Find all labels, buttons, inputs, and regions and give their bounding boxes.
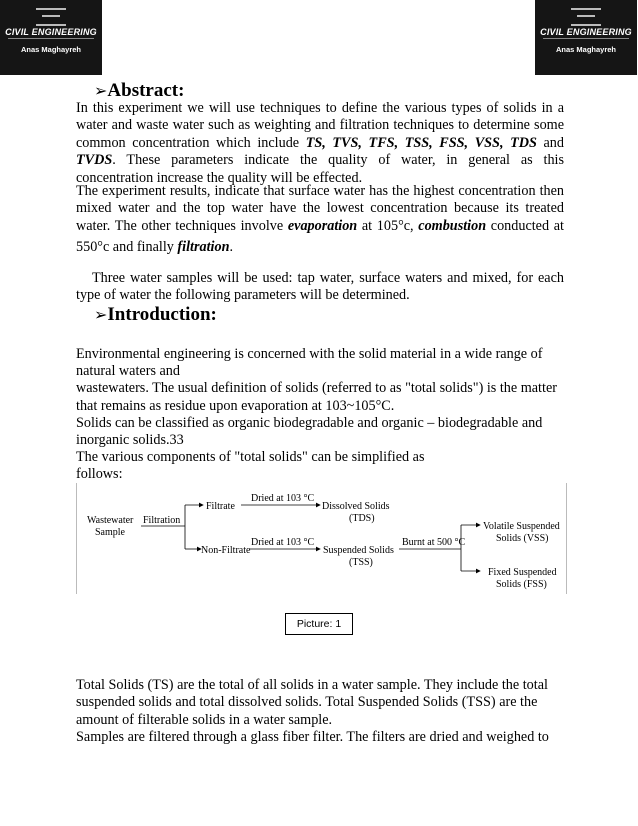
solids-flow-diagram bbox=[76, 483, 567, 594]
total-solids-paragraph bbox=[76, 677, 564, 747]
label-filtrate: Filtrate bbox=[206, 501, 235, 512]
abstract-heading-text: Abstract: bbox=[107, 80, 185, 101]
civil-engineering-logo-left bbox=[0, 0, 102, 75]
logo-divider bbox=[8, 38, 94, 39]
logo-emblem-icon bbox=[36, 8, 66, 26]
label-wastewater: Wastewater bbox=[87, 515, 134, 526]
logo-author-text: Anas Maghayreh bbox=[555, 45, 617, 54]
text-run: . These parameters indicate the quality of water, in general as this bbox=[112, 152, 564, 169]
text-line: The experiment results, indicate that surface water has the highest concentration then bbox=[76, 183, 564, 199]
term-filtration: filtration bbox=[177, 239, 230, 256]
label-tds: (TDS) bbox=[349, 513, 375, 524]
text-line: wastewaters. The usual definition of solids (referred to as "total solids") is the matter bbox=[76, 380, 557, 397]
text-line: mixed water and the top water have the lowest concentration because its treated bbox=[76, 200, 564, 217]
logo-emblem-icon bbox=[571, 8, 601, 26]
logo-divider bbox=[543, 38, 629, 39]
label-dried-top: Dried at 103 °C bbox=[251, 493, 315, 504]
text-line: suspended solids and total dissolved solids. Total Suspended Solids (TSS) are the bbox=[76, 694, 538, 711]
arrow-bullet-icon: ➢ bbox=[94, 305, 108, 324]
label-burnt: Burnt at 500 °C bbox=[402, 537, 466, 548]
text-line bbox=[76, 239, 564, 256]
label-fss: Solids (FSS) bbox=[496, 579, 547, 590]
label-suspended-solids: Suspended Solids bbox=[323, 545, 394, 556]
text-run: 550°c and finally bbox=[76, 239, 178, 256]
text-line: natural waters and bbox=[76, 363, 180, 380]
logo-brand-text: CIVIL ENGINEERING bbox=[5, 27, 97, 37]
label-volatile: Volatile Suspended bbox=[483, 521, 560, 532]
term-evaporation: evaporation bbox=[287, 217, 358, 234]
introduction-heading-text: Introduction: bbox=[107, 304, 217, 325]
text-line bbox=[76, 218, 564, 235]
text-line: that remains as residue upon evaporation at 103~105°C. bbox=[76, 397, 395, 414]
solids-flow-diagram-svg bbox=[77, 483, 566, 594]
text-run: conducted at bbox=[486, 217, 564, 234]
text-line: type of water the following parameters will be determined. bbox=[76, 287, 410, 304]
text-line: The various components of "total solids" can be simplified as bbox=[76, 449, 425, 466]
text-run: and bbox=[536, 134, 564, 151]
label-sample: Sample bbox=[95, 527, 125, 538]
text-line bbox=[76, 135, 564, 152]
logo-author-text: Anas Maghayreh bbox=[20, 45, 82, 54]
introduction-heading bbox=[94, 304, 217, 326]
term-combustion: combustion bbox=[418, 217, 487, 234]
text-line: Samples are filtered through a glass fiber filter. The filters are dried and weighed to bbox=[76, 729, 549, 746]
text-line: inorganic solids.33 bbox=[76, 432, 184, 449]
arrow-bullet-icon: ➢ bbox=[94, 81, 108, 100]
label-tss: (TSS) bbox=[349, 557, 373, 568]
parameter-terms: TS, TVS, TFS, TSS, FSS, VSS, TDS bbox=[305, 134, 537, 151]
picture-caption: Picture: 1 bbox=[285, 613, 353, 635]
text-run: water. The other techniques involve bbox=[76, 217, 288, 234]
label-filtration: Filtration bbox=[143, 515, 181, 526]
text-line: Solids can be classified as organic biodegradable and organic – biodegradable and bbox=[76, 414, 543, 431]
text-line: Total Solids (TS) are the total of all solids in a water sample. They include the total bbox=[76, 677, 548, 693]
text-line bbox=[76, 152, 564, 169]
abstract-paragraph-2 bbox=[76, 183, 564, 257]
text-line: Three water samples will be used: tap water, surface waters and mixed, for each bbox=[92, 270, 564, 286]
label-dissolved-solids: Dissolved Solids bbox=[322, 501, 390, 512]
abstract-paragraph-1 bbox=[76, 100, 564, 187]
label-vss: Solids (VSS) bbox=[496, 533, 549, 544]
text-line: follows: bbox=[76, 466, 123, 483]
label-fixed: Fixed Suspended bbox=[488, 567, 557, 578]
text-line: concentration increase the quality will be effected. bbox=[76, 169, 363, 186]
abstract-paragraph-3 bbox=[76, 270, 564, 305]
text-line: Environmental engineering is concerned with the solid material in a wide range of bbox=[76, 346, 543, 362]
text-line: water and waste water such as weighting and filtration techniques to determine some bbox=[76, 117, 564, 134]
abstract-heading bbox=[94, 80, 184, 102]
parameter-term-tvds: TVDS bbox=[76, 152, 113, 169]
civil-engineering-logo-right bbox=[535, 0, 637, 75]
introduction-paragraph bbox=[76, 346, 564, 484]
label-non-filtrate: Non-Filtrate bbox=[201, 545, 251, 556]
text-line: amount of filterable solids in a water sample. bbox=[76, 711, 333, 728]
logo-brand-text: CIVIL ENGINEERING bbox=[540, 27, 632, 37]
text-run: . bbox=[229, 239, 234, 256]
label-dried-bottom: Dried at 103 °C bbox=[251, 537, 315, 548]
text-line: In this experiment we will use techniques to define the various types of solids in a bbox=[76, 100, 564, 116]
text-run: at 105°c, bbox=[357, 217, 419, 234]
text-run: common concentration which include bbox=[76, 134, 306, 151]
